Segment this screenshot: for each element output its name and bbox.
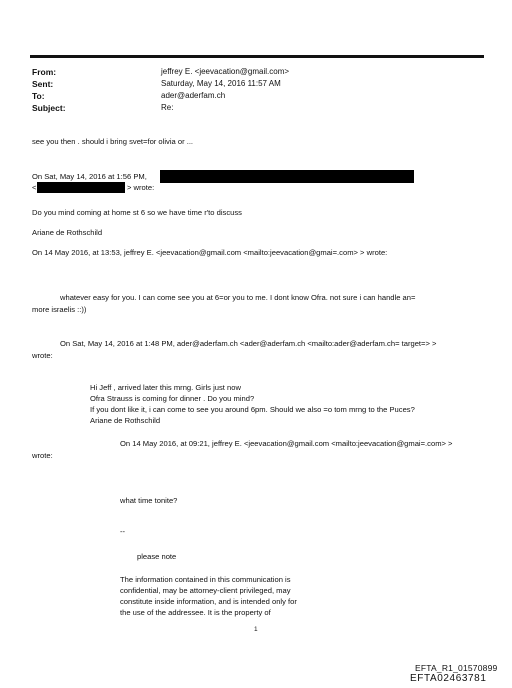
sent-value: Saturday, May 14, 2016 11:57 AM — [161, 79, 281, 88]
quote-header-1a: On Sat, May 14, 2016 at 1:56 PM, — [32, 172, 147, 181]
from-value: jeffrey E. <jeevacation@gmail.com> — [161, 67, 290, 76]
page-number: 1 — [254, 626, 258, 633]
header-rule — [30, 55, 484, 58]
message-4-line-3: If you dont like it, i can come to see you around 6pm. Should we also =o tom mrng to the Puces? — [90, 405, 415, 414]
separator-dashes: -- — [120, 527, 126, 536]
message-line-3a: whatever easy for you. I can come see you at 6=or you to me. I dont know Ofra. not sure i can handle an= — [60, 293, 416, 302]
quote-header-2: On 14 May 2016, at 13:53, jeffrey E. <jeevacation@gmail.com <mailto:jeevacation@gmai=.com> > wrote: — [32, 248, 388, 257]
message-4-signature: Ariane de Rothschild — [90, 416, 161, 425]
redaction-bar-1 — [160, 170, 414, 183]
to-label: To: — [32, 91, 45, 101]
message-line-2: Do you mind coming at home st 6 so we have time r'to discuss — [32, 208, 242, 217]
disclaimer-line-2: confidential, may be attorney-client privileged, may — [120, 586, 291, 595]
signature-1: Ariane de Rothschild — [32, 228, 103, 237]
reply-line: see you then . should i bring svet=for olivia or ... — [32, 137, 194, 146]
please-note: please note — [137, 552, 177, 561]
disclaimer-line-4: the use of the addressee. It is the property of — [120, 608, 271, 617]
message-4-line-1: Hi Jeff , arrived later this mrng. Girls just now — [90, 383, 241, 392]
from-label: From: — [32, 67, 57, 77]
redaction-bar-2 — [37, 182, 125, 193]
disclaimer-line-1: The information contained in this communication is — [120, 575, 291, 584]
quote-header-3: On Sat, May 14, 2016 at 1:48 PM, ader@aderfam.ch <ader@aderfam.ch <mailto:ader@aderfam.ch= target=> > — [60, 339, 437, 348]
wrote-1: wrote: — [32, 351, 53, 360]
message-line-3b: more israelis ::)) — [32, 305, 87, 314]
message-4-line-2: Ofra Strauss is coming for dinner . Do you mind? — [90, 394, 255, 403]
subject-value: Re: — [161, 103, 174, 112]
quote-header-1b-prefix: < — [32, 183, 37, 192]
sent-label: Sent: — [32, 79, 54, 89]
quote-header-4: On 14 May 2016, at 09:21, jeffrey E. <jeevacation@gmail.com <mailto:jeevacation@gmai=.com> > — [120, 439, 453, 448]
disclaimer-line-3: constitute inside information, and is intended only for — [120, 597, 297, 606]
quote-header-1b-suffix: > wrote: — [127, 183, 155, 192]
subject-label: Subject: — [32, 103, 66, 113]
message-line-5: what time tonite? — [120, 496, 178, 505]
wrote-2: wrote: — [32, 451, 53, 460]
bates-id-1: EFTA_R1_01570899 — [415, 663, 498, 673]
bates-id-2: EFTA02463781 — [410, 673, 487, 684]
to-value: ader@aderfam.ch — [161, 91, 226, 100]
